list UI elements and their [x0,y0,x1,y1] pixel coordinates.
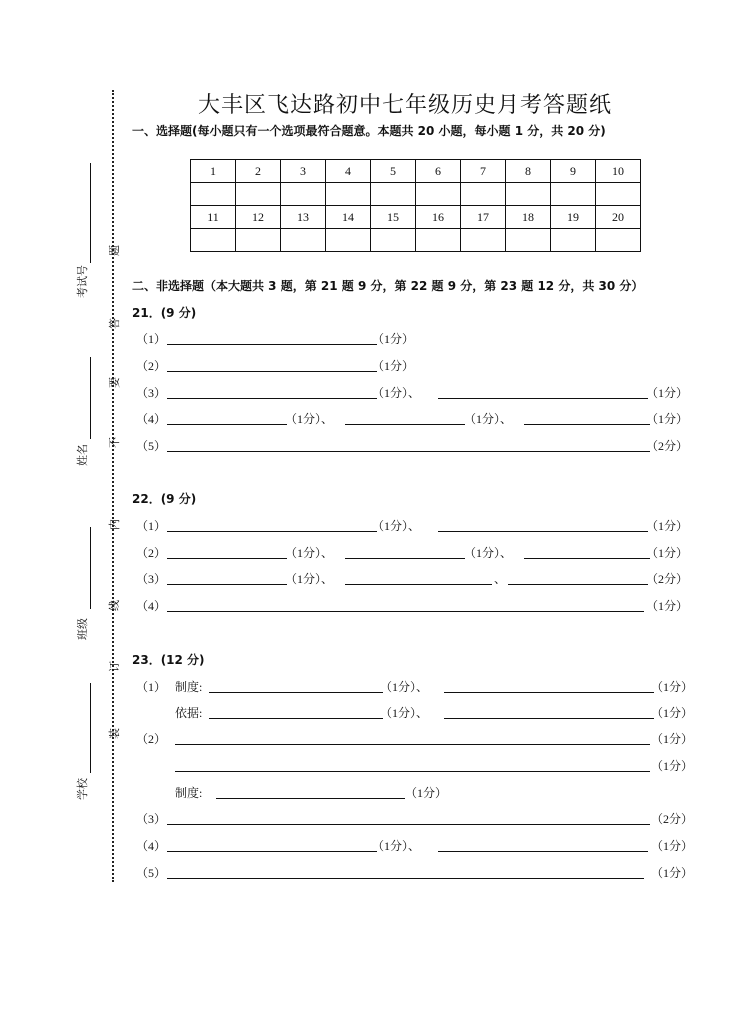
q23-2-answer-b[interactable] [175,771,650,772]
answer-cell[interactable] [236,229,281,252]
grid-num-12: 12 [236,206,281,229]
q23-2-system-answer[interactable] [216,798,405,799]
binding-char: 线 [108,600,121,611]
name-field[interactable] [90,357,91,439]
q23-header: 23．(12 分) [132,653,205,667]
answer-cell[interactable] [371,229,416,252]
points: （1分） [646,386,689,400]
q23-1-system-answer-b[interactable] [444,692,654,693]
grid-num-16: 16 [416,206,461,229]
q21-4-answer-a[interactable] [167,424,287,425]
answer-cell[interactable] [326,183,371,206]
answer-cell[interactable] [506,183,551,206]
answer-cell[interactable] [596,229,641,252]
exam-no-field[interactable] [90,163,91,263]
answer-cell[interactable] [326,229,371,252]
school-label: 学校 [76,778,89,800]
grid-num-6: 6 [416,160,461,183]
answer-cell[interactable] [551,229,596,252]
grid-num-2: 2 [236,160,281,183]
points: （1分） [646,412,689,426]
answer-grid [190,159,641,252]
q23-4-answer-a[interactable] [167,851,377,852]
grid-num-15: 15 [371,206,416,229]
binding-char: 不 [108,437,121,448]
answer-cell[interactable] [461,183,506,206]
system-label: 制度: [175,680,203,694]
points: （1分） [405,786,448,800]
binding-char: 题 [108,245,121,256]
q21-5-answer[interactable] [167,451,650,452]
answer-cell[interactable] [236,183,281,206]
page-title: 大丰区飞达路初中七年级历史月考答题纸 [198,93,613,118]
q22-3-answer-b[interactable] [345,584,492,585]
grid-num-1: 1 [191,160,236,183]
q22-4-answer[interactable] [167,611,644,612]
q22-3-answer-a[interactable] [167,584,287,585]
q23-3-answer[interactable] [167,824,650,825]
points: （1分） [651,839,694,853]
q23-1-basis-answer[interactable] [209,718,383,719]
answer-cell[interactable] [416,229,461,252]
points: （1分）、 [285,546,334,560]
answer-cell[interactable] [506,229,551,252]
section-2-heading: 二、非选择题（本大题共 3 题，第 21 题 9 分，第 22 题 9 分，第 23 题 12 分，共 30 分） [132,279,644,293]
grid-num-7: 7 [461,160,506,183]
q21-1-answer[interactable] [167,344,377,345]
points: （2分） [646,439,689,453]
answer-cell[interactable] [191,183,236,206]
q22-item-4-label: （4） [136,599,167,613]
binding-char: 装 [108,728,121,739]
q21-header: 21．(9 分) [132,306,197,320]
q23-item-5-label: （5） [136,866,167,880]
q22-2-answer-c[interactable] [524,558,650,559]
points: （1分） [651,680,694,694]
binding-char: 内 [108,519,121,530]
q22-item-1-label: （1） [136,519,167,533]
points: （1分）、 [380,680,429,694]
points: （1分）、 [372,386,421,400]
q23-5-answer[interactable] [167,878,644,879]
points: （1分）、 [464,412,513,426]
grid-num-14: 14 [326,206,371,229]
q21-3-answer-a[interactable] [167,398,377,399]
q22-item-2-label: （2） [136,546,167,560]
q21-4-answer-b[interactable] [345,424,465,425]
grid-num-3: 3 [281,160,326,183]
section-1-heading: 一、选择题(每小题只有一个选项最符合题意。本题共 20 小题，每小题 1 分，共 20 分) [132,124,606,138]
binding-dotted-line [112,90,114,882]
points: （1分） [651,732,694,746]
grid-num-18: 18 [506,206,551,229]
q22-header: 22．(9 分) [132,492,197,506]
points: （1分）、 [285,412,334,426]
binding-char: 订 [108,661,121,672]
points: （1分） [651,866,694,880]
grid-num-9: 9 [551,160,596,183]
q22-3-answer-c[interactable] [508,584,648,585]
answer-cell[interactable] [461,229,506,252]
points: （1分）、 [372,839,421,853]
grid-num-10: 10 [596,160,641,183]
school-field[interactable] [90,683,91,773]
answer-cell[interactable] [596,183,641,206]
points: （1分）、 [285,572,334,586]
class-label: 班级 [76,618,89,640]
points: （2分） [651,812,694,826]
grid-num-5: 5 [371,160,416,183]
grid-num-8: 8 [506,160,551,183]
q22-1-answer-a[interactable] [167,531,377,532]
name-label: 姓名 [76,444,89,466]
points: （1分） [646,546,689,560]
points: （2分） [646,572,689,586]
q21-item-5-label: （5） [136,439,167,453]
system-label: 制度: [175,786,203,800]
separator: 、 [494,572,507,586]
q21-item-4-label: （4） [136,412,167,426]
binding-char: 要 [108,377,121,388]
q23-1-system-answer[interactable] [209,692,383,693]
q23-item-4-label: （4） [136,839,167,853]
points: （1分）、 [372,519,421,533]
grid-num-17: 17 [461,206,506,229]
basis-label: 依据: [175,706,203,720]
q23-item-1-label: （1） [136,680,167,694]
grid-num-4: 4 [326,160,371,183]
q22-2-answer-b[interactable] [345,558,465,559]
points: （1分） [372,359,415,373]
binding-char: 答 [108,318,121,329]
points: （1分） [651,706,694,720]
answer-cell[interactable] [281,183,326,206]
points: （1分） [646,519,689,533]
q22-1-answer-b[interactable] [438,531,648,532]
q21-item-1-label: （1） [136,332,167,346]
q23-2-answer-a[interactable] [175,744,650,745]
grid-num-19: 19 [551,206,596,229]
exam-no-label: 考试号 [76,265,89,298]
q21-2-answer[interactable] [167,371,377,372]
q21-item-3-label: （3） [136,386,167,400]
answer-cell[interactable] [551,183,596,206]
points: （1分） [372,332,415,346]
class-field[interactable] [90,527,91,609]
q23-item-3-label: （3） [136,812,167,826]
q22-item-3-label: （3） [136,572,167,586]
answer-cell[interactable] [191,229,236,252]
grid-num-20: 20 [596,206,641,229]
grid-num-13: 13 [281,206,326,229]
q23-item-2-label: （2） [136,732,167,746]
q22-2-answer-a[interactable] [167,558,287,559]
points: （1分） [646,599,689,613]
answer-cell[interactable] [281,229,326,252]
grid-answer-row-1 [191,183,641,206]
q21-item-2-label: （2） [136,359,167,373]
q23-4-answer-b[interactable] [438,851,648,852]
grid-number-row-2 [191,206,641,229]
points: （1分） [651,759,694,773]
grid-number-row-1 [191,160,641,183]
points: （1分）、 [464,546,513,560]
q21-4-answer-c[interactable] [524,424,650,425]
q23-1-basis-answer-b[interactable] [444,718,654,719]
grid-num-11: 11 [191,206,236,229]
grid-answer-row-2 [191,229,641,252]
points: （1分）、 [380,706,429,720]
answer-cell[interactable] [371,183,416,206]
answer-cell[interactable] [416,183,461,206]
q21-3-answer-b[interactable] [438,398,648,399]
